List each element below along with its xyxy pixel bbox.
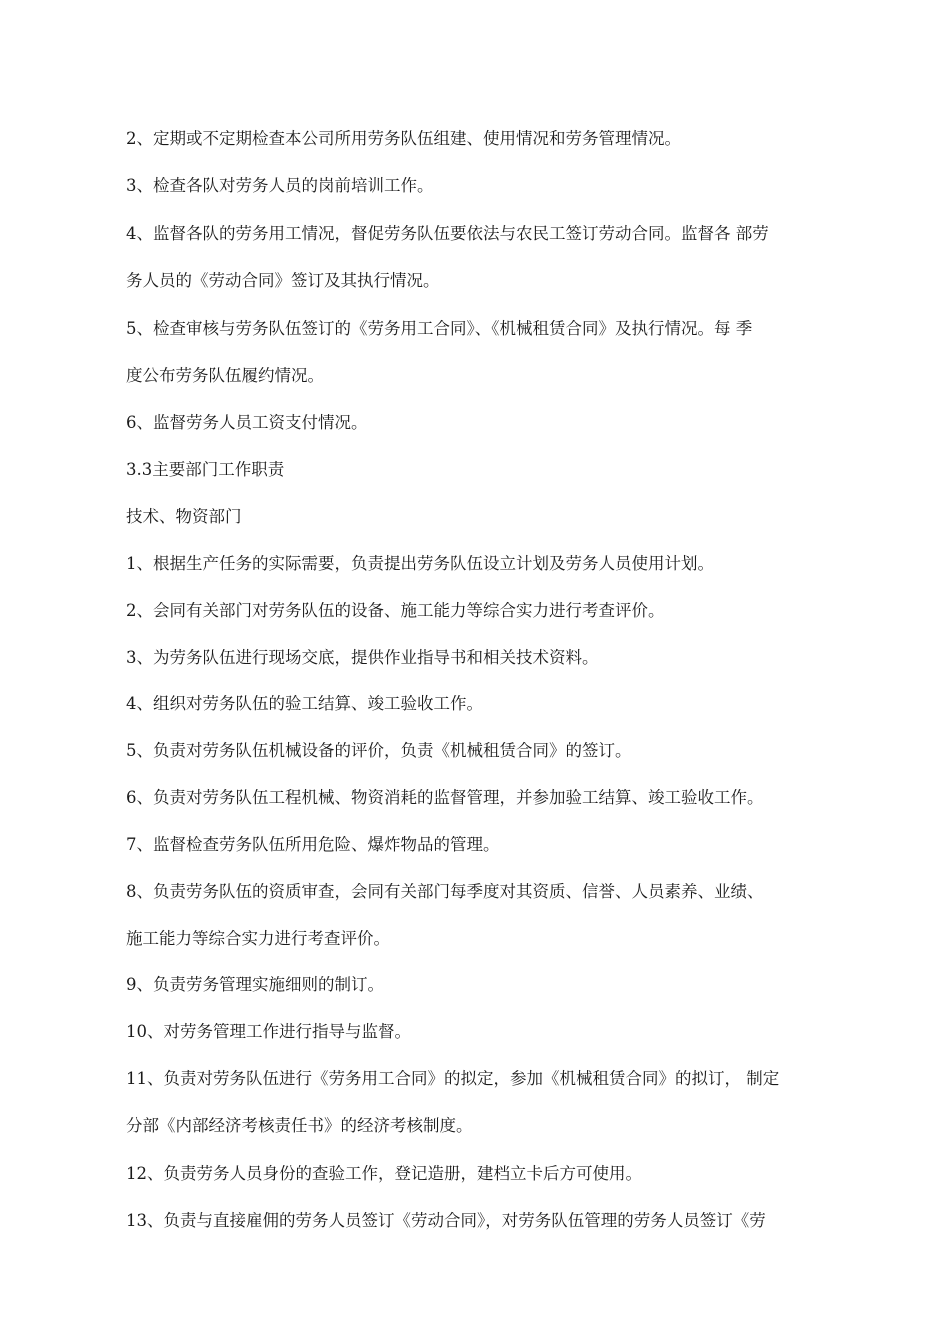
text-line-19: 9、负责劳务管理实施细则的制订。	[126, 975, 384, 994]
text-line-1: 2、定期或不定期检查本公司所用劳务队伍组建、使用情况和劳务管理情况。	[126, 129, 681, 148]
text-line-4: 务人员的《劳动合同》签订及其执行情况。	[126, 271, 440, 290]
text-line-24: 13、负责与直接雇佣的劳务人员签订《劳动合同》，对劳务队伍管理的劳务人员签订《劳	[126, 1211, 766, 1230]
text-line-23: 12、负责劳务人员身份的查验工作，登记造册，建档立卡后方可使用。	[126, 1164, 642, 1183]
section-heading: 3.3主要部门工作职责	[126, 460, 285, 479]
text-line-10: 1、根据生产任务的实际需要，负责提出劳务队伍设立计划及劳务人员使用计划。	[126, 554, 714, 573]
subsection-heading: 技术、物资部门	[126, 507, 242, 526]
text-line-12: 3、为劳务队伍进行现场交底，提供作业指导书和相关技术资料。	[126, 648, 599, 667]
text-line-5: 5、检查审核与劳务队伍签订的《劳务用工合同》、《机械租赁合同》及执行情况。每 季	[126, 319, 753, 338]
text-line-13: 4、组织对劳务队伍的验工结算、竣工验收工作。	[126, 694, 483, 713]
text-line-11: 2、会同有关部门对劳务队伍的设备、施工能力等综合实力进行考查评价。	[126, 601, 665, 620]
text-line-16: 7、监督检查劳务队伍所用危险、爆炸物品的管理。	[126, 835, 500, 854]
text-line-20: 10、对劳务管理工作进行指导与监督。	[126, 1022, 411, 1041]
text-line-7: 6、监督劳务人员工资支付情况。	[126, 413, 368, 432]
text-line-22: 分部《内部经济考核责任书》的经济考核制度。	[126, 1116, 473, 1135]
text-line-17: 8、负责劳务队伍的资质审查，会同有关部门每季度对其资质、信誉、人员素养、业绩、	[126, 882, 764, 901]
text-line-21: 11、负责对劳务队伍进行《劳务用工合同》的拟定，参加《机械租赁合同》的拟订， 制定	[126, 1069, 780, 1088]
text-line-3: 4、监督各队的劳务用工情况，督促劳务队伍要依法与农民工签订劳动合同。监督各 部劳	[126, 224, 769, 243]
text-line-2: 3、检查各队对劳务人员的岗前培训工作。	[126, 176, 434, 195]
text-line-14: 5、负责对劳务队伍机械设备的评价，负责《机械租赁合同》的签订。	[126, 741, 632, 760]
text-line-6: 度公布劳务队伍履约情况。	[126, 366, 324, 385]
text-line-18: 施工能力等综合实力进行考查评价。	[126, 929, 390, 948]
text-line-15: 6、负责对劳务队伍工程机械、物资消耗的监督管理，并参加验工结算、竣工验收工作。	[126, 788, 764, 807]
